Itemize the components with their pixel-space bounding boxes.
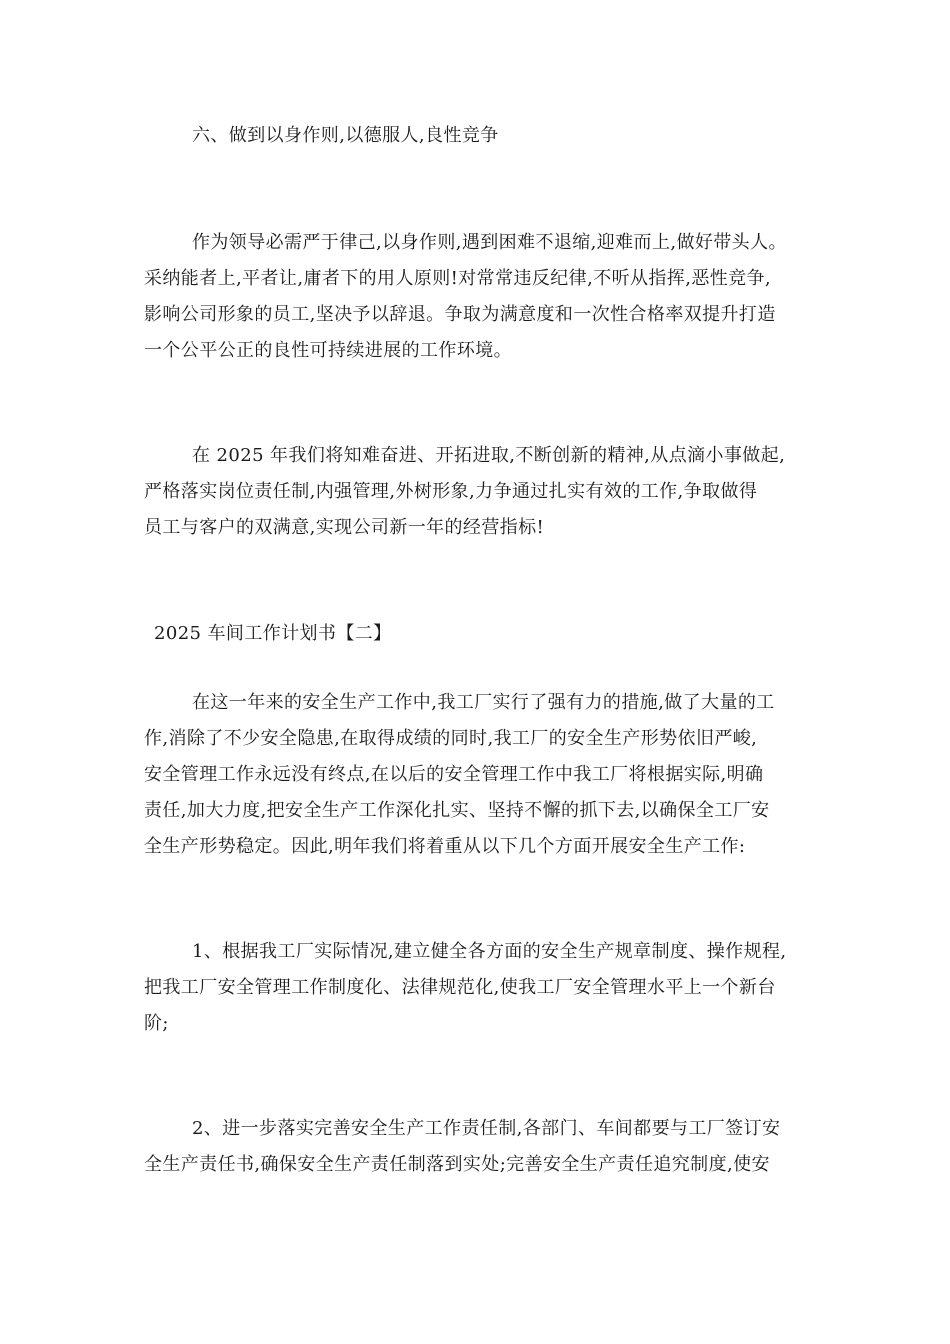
- paragraph-line: 一个公平公正的良性可持续进展的工作环境。: [144, 340, 512, 361]
- paragraph-line: 在这一年来的安全生产工作中,我工厂实行了强有力的措施,做了大量的工: [192, 692, 775, 713]
- paragraph-line: 阶;: [144, 1013, 169, 1034]
- paragraph-line: 1、根据我工厂实际情况,建立健全各方面的安全生产规章制度、操作规程,: [192, 941, 787, 962]
- paragraph-line: 责任,加大力度,把安全生产工作深化扎实、坚持不懈的抓下去,以确保全工厂安: [144, 800, 770, 821]
- paragraph-line: 作为领导必需严于律己,以身作则,遇到困难不退缩,迎难而上,做好带头人。: [192, 232, 787, 253]
- paragraph-line: 严格落实岗位责任制,内强管理,外树形象,力争通过扎实有效的工作,争取做得: [144, 481, 758, 502]
- paragraph-line: 在 2025 年我们将知难奋进、开拓进取,不断创新的精神,从点滴小事做起,: [192, 445, 786, 466]
- paragraph-line: 采纳能者上,平者让,庸者下的用人原则!对常常违反纪律,不听从指挥,恶性竞争,: [144, 268, 772, 289]
- paragraph-line: 影响公司形象的员工,坚决予以辞退。争取为满意度和一次性合格率双提升打造: [144, 304, 776, 325]
- document-title: 2025 车间工作计划书【二】: [154, 623, 392, 644]
- paragraph-line: 2、进一步落实完善安全生产工作责任制,各部门、车间都要与工厂签订安: [192, 1118, 781, 1139]
- paragraph-line: 全生产责任书,确保安全生产责任制落到实处;完善安全生产责任追究制度,使安: [144, 1154, 770, 1175]
- section-heading: 六、做到以身作则,以德服人,良性竞争: [192, 125, 499, 146]
- paragraph-line: 安全管理工作永远没有终点,在以后的安全管理工作中我工厂将根据实际,明确: [144, 764, 764, 785]
- paragraph-line: 作,消除了不少安全隐患,在取得成绩的同时,我工厂的安全生产形势依旧严峻,: [144, 728, 758, 749]
- paragraph-line: 全生产形势稳定。因此,明年我们将着重从以下几个方面开展安全生产工作:: [144, 836, 746, 857]
- paragraph-line: 员工与客户的双满意,实现公司新一年的经营指标!: [144, 517, 545, 538]
- paragraph-line: 把我工厂安全管理工作制度化、法律规范化,使我工厂安全管理水平上一个新台: [144, 977, 776, 998]
